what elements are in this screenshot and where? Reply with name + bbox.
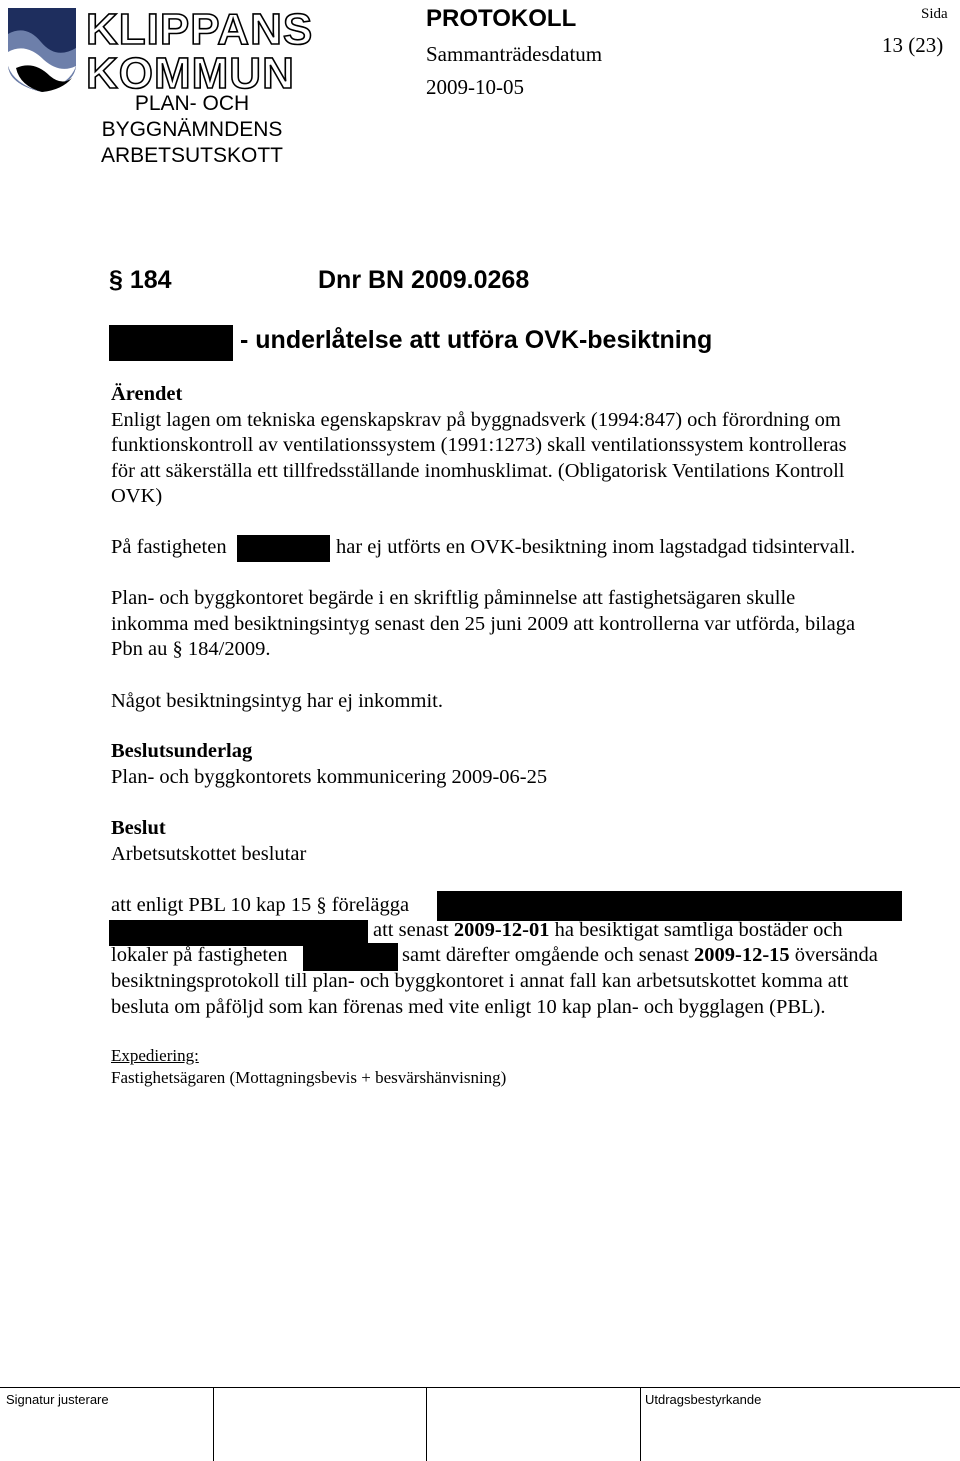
diary-number: Dnr BN 2009.0268 [318, 266, 530, 294]
beslut-heading: Beslut [111, 817, 166, 839]
expediering-text: Fastighetsägaren (Mottagningsbevis + besvärshänvisning) [111, 1068, 507, 1087]
org-name-line-1: PLAN- OCH [134, 92, 250, 115]
klippans-kommun-logo [6, 4, 314, 98]
arendet-line-4: OVK) [111, 485, 163, 507]
expediering-heading: Expediering: [111, 1046, 199, 1065]
deadline-protocol: 2009-12-15 [694, 944, 790, 966]
document-type: PROTOKOLL [426, 5, 577, 32]
fastighet-suffix: har ej utförts en OVK-besiktning inom lagstadgad tidsintervall. [336, 536, 856, 558]
footer-cell-divider-3 [640, 1387, 641, 1461]
arendet-line-3: för att säkerställa ett tillfredsställande inomhusklimat. (Obligatorisk Ventilations Kontroll [111, 460, 845, 482]
footer-extract-label: Utdragsbestyrkande [645, 1392, 762, 1407]
paminnelse-line-3: Pbn au § 184/2009. [111, 638, 271, 660]
beslutsunderlag-heading: Beslutsunderlag [111, 740, 253, 762]
redacted-owner [437, 891, 902, 921]
org-name-line-3: ARBETSUTSKOTT [100, 144, 284, 167]
meeting-date: 2009-10-05 [426, 75, 524, 99]
footer-cell-divider-2 [426, 1387, 427, 1461]
beslut-line-4: besiktningsprotokoll till plan- och byggkontoret i annat fall kan arbetsutskottet komma att [111, 970, 849, 992]
inkommit-text: Något besiktningsintyg har ej inkommit. [111, 690, 443, 712]
paminnelse-line-1: Plan- och byggkontoret begärde i en skriftlig påminnelse att fastighetsägaren skulle [111, 587, 796, 609]
section-title: - underlåtelse att utföra OVK-besiktning [240, 326, 713, 354]
deadline-inspection: 2009-12-01 [453, 919, 550, 941]
beslut-line-3-prefix: lokaler på fastigheten [111, 944, 288, 966]
redacted-name [109, 325, 233, 361]
section-number: § 184 [109, 266, 172, 294]
arendet-line-1: Enligt lagen om tekniska egenskapskrav på byggnadsverk (1994:847) och förordning om [111, 409, 841, 431]
arendet-heading: Ärendet [111, 383, 183, 405]
redacted-property [237, 535, 330, 562]
fastighet-prefix: På fastigheten [111, 536, 227, 558]
beslut-line-5: besluta om påföljd som kan förenas med vite enligt 10 kap plan- och bygglagen (PBL). [111, 996, 826, 1018]
page-label: Sida [921, 6, 948, 22]
beslut-line-3: samt därefter omgående och senast 2009-12-15 översända [402, 944, 878, 966]
org-name-line-2: BYGGNÄMNDENS [101, 118, 283, 141]
meeting-date-label: Sammanträdesdatum [426, 42, 603, 66]
beslut-line-2: att senast 2009-12-01 ha besiktigat samtliga bostäder och [373, 919, 843, 941]
redacted-property-2 [303, 943, 398, 971]
beslutsunderlag-text: Plan- och byggkontorets kommunicering 2009-06-25 [111, 766, 548, 788]
beslut-line-1: att enligt PBL 10 kap 15 § förelägga [111, 894, 410, 916]
beslut-intro: Arbetsutskottet beslutar [111, 843, 307, 865]
arendet-line-2: funktionskontroll av ventilationssystem (1991:1273) skall ventilationssystem kontrolleras [111, 434, 847, 456]
page-number: 13 (23) [882, 33, 944, 57]
logo-text-line1: KLIPPANS [86, 5, 314, 54]
logo-text-line2: KOMMUN [86, 49, 295, 98]
footer-cell-divider-1 [213, 1387, 214, 1461]
footer-signature-label: Signatur justerare [6, 1392, 109, 1407]
paminnelse-line-2: inkomma med besiktningsintyg senast den 25 juni 2009 att kontrollerna var utförda, bilaga [111, 613, 856, 635]
footer-divider [0, 1387, 960, 1388]
